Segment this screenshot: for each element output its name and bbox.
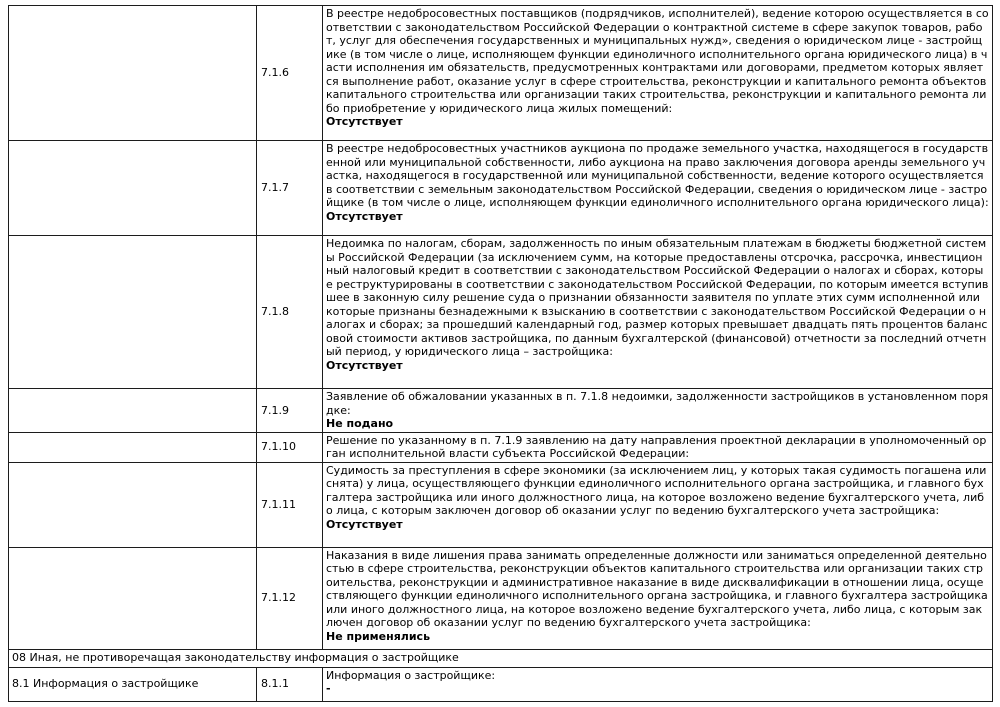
table-row — [9, 389, 993, 433]
row-number-cell: 7.1.11 — [257, 462, 323, 547]
table-row — [9, 6, 993, 141]
section-header-row — [9, 649, 993, 667]
row-section-cell — [9, 462, 257, 547]
row-section-cell — [9, 236, 257, 389]
row-number-cell: 7.1.12 — [257, 547, 323, 649]
row-description: В реестре недобросовестных участников аукциона по продаже земельного участка, находящегося в государственной или муниципальной собственности, либо аукциона на право заключения договора аренды земельного участка, находящегося в государственной или муниципальной собственности, ведение которого осуществляется в соответствии с земельным законодательством Российской Федерации, сведения о юридическом лице - застройщике (в том числе о лице, исполняющем функции единоличного исполнительного органа юридического лица): — [326, 142, 989, 209]
table-row — [9, 462, 993, 547]
row-section-cell — [9, 141, 257, 236]
row-text-cell — [323, 462, 993, 547]
row-text-cell — [323, 389, 993, 433]
row-answer: - — [326, 682, 331, 695]
row-answer: Не подано — [326, 417, 394, 430]
row-section-cell — [9, 547, 257, 649]
row-description: Недоимка по налогам, сборам, задолженность по иным обязательным платежам в бюджеты бюджетной системы Российской Федерации (за исключением сумм, на которые предоставлены отсрочка, рассрочка, инвестиционный налоговый кредит в соответствии с законодательством Российской Федерации о налогах и сборах, которые реструктурированы в соответствии с законодательством Российской Федерации, по которым имеется вступившее в законную силу решение суда о признании обязанности заявителя по уплате этих сумм исполненной или которые признаны безнадежными к взысканию в соответствии с законодательством Российской Федерации о налогах и сборах; за прошедший календарный год, размер которых превышает двадцать пять процентов балансовой стоимости активов застройщика, по данным бухгалтерской (финансовой) отчетности за последний отчетный период, у юридического лица – застройщика: — [326, 237, 989, 358]
row-text-cell — [323, 141, 993, 236]
row-text-cell — [323, 6, 993, 141]
row-number-cell: 7.1.9 — [257, 389, 323, 433]
row-section-cell — [9, 389, 257, 433]
row-section-cell — [9, 432, 257, 462]
table-row — [9, 236, 993, 389]
row-description: Наказания в виде лишения права занимать определенные должности или заниматься определенной деятельностью в сфере строительства, реконструкции объектов капитального строительства или организации таких строительства, реконструкции и административное наказание в виде дисквалификации в отношении лица, осуществляющего функции единоличного исполнительного органа застройщика, и главного бухгалтера застройщика или иного должностного лица, на которое возложено ведение бухгалтерского учета, либо лица, с которым заключен договор об оказании услуг по ведению бухгалтерского учета застройщика: — [326, 548, 988, 629]
row-answer: Не применялись — [326, 629, 431, 643]
row-description: Информация о застройщике: — [326, 668, 496, 682]
table-row — [9, 667, 993, 701]
row-description: Решение по указанному в п. 7.1.9 заявлению на дату направления проектной декларации в уполномоченный орган исполнительной власти субъекта Российской Федерации: — [326, 433, 987, 460]
row-answer: Отсутствует — [326, 517, 403, 531]
row-text-cell — [323, 667, 993, 701]
row-description: Заявление об обжаловании указанных в п. 7.1.8 недоимки, задолженности застройщиков в установленном порядке: — [326, 390, 989, 417]
row-text-cell — [323, 236, 993, 389]
row-section-cell — [9, 6, 257, 141]
declaration-table — [8, 5, 993, 702]
row-description: Судимость за преступления в сфере экономики (за исключением лиц, у которых такая судимость погашена или снята) у лица, осуществляющего функции единоличного исполнительного органа застройщика, и главного бухгалтера застройщика или иного должностного лица, на которое возложено ведение бухгалтерского учета, либо лица, с которым заключен договор об оказании услуг по ведению бухгалтерского учета застройщика: — [326, 463, 987, 517]
row-answer: Отсутствует — [326, 115, 403, 128]
row-number-cell: 7.1.10 — [257, 432, 323, 462]
row-number-cell: 7.1.8 — [257, 236, 323, 389]
table-row — [9, 141, 993, 236]
table-row — [9, 547, 993, 649]
section-header-cell: 08 Иная, не противоречащая законодательству информация о застройщике — [9, 649, 993, 667]
table-row — [9, 432, 993, 462]
row-answer: Отсутствует — [326, 209, 403, 223]
row-description: В реестре недобросовестных поставщиков (подрядчиков, исполнителей), ведение которою осуществляется в соответствии с законодательством Российской Федерации о контрактной системе в сфере закупок товаров, работ, услуг для обеспечения государственных и муниципальных нужд», сведения о юридическом лице - застройщике (в том числе о лице, исполняющем функции единоличного исполнительного органа юридического лица) в части исполнения им обязательств, предусмотренных контрактами или договорами, предметом которых является выполнение работ, оказание услуг в сфере строительства, реконструкции и капитального ремонта объектов капитального строительства или организации таких строительства, реконструкции и капитального ремонта либо приобретение у юридического лица жилых помещений: — [326, 7, 989, 115]
row-number-cell: 8.1.1 — [257, 667, 323, 701]
row-section-cell: 8.1 Информация о застройщике — [9, 667, 257, 701]
row-text-cell — [323, 547, 993, 649]
row-text-cell — [323, 432, 993, 462]
row-number-cell: 7.1.6 — [257, 6, 323, 141]
row-answer: Отсутствует — [326, 358, 403, 372]
row-number-cell: 7.1.7 — [257, 141, 323, 236]
document-page — [0, 5, 1000, 707]
